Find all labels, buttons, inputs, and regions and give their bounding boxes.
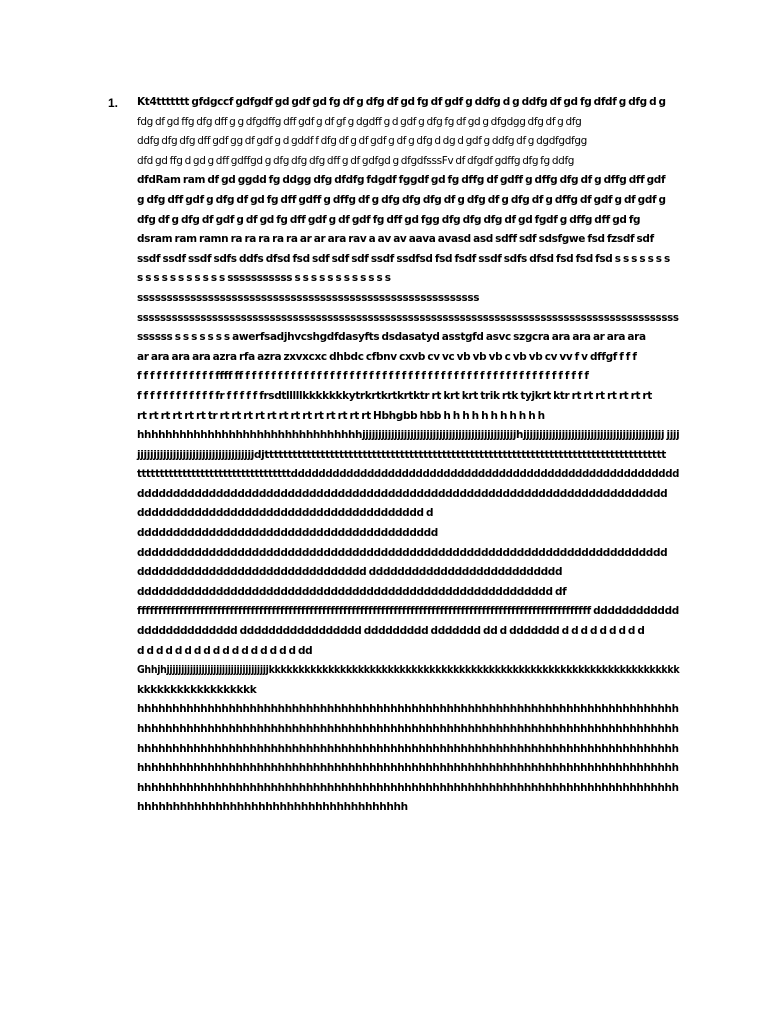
list-item-text <box>137 93 679 818</box>
text-line: d d d d d d d d d d d d d d d d d dd <box>137 644 313 657</box>
text-line: g dfg dff gdf g dfg df gd fg dff gdff g dffg df g dfg dfg dfg df g dfg df g dfg df g dffg df gdf g df gdf g <box>137 193 666 206</box>
text-line: s s s s s s s s s s s sssssssssss s s s s s s s s s s s s <box>137 272 391 285</box>
text-line: f f f f f f f f f f f f ffff ff f f f f f f f f f f f f f f f f f f f f f f f f f f f f f f f f f f f f f f f f f f f f f f f f f f f f f <box>137 370 589 383</box>
text-line: hhhhhhhhhhhhhhhhhhhhhhhhhhhhhhhhjjjjjjjjjjjjjjjjjjjjjjjjjjjjjjjjjjjjjjjjjjjjjjjjhjjjjjjjjjjjjjjjjjjjjjjjjjjjjjjjjjjjjjjjjjjjj jjjj <box>137 429 680 442</box>
text-line: dddddddddddddd ddddddddddddddddd ddddddddd ddddddd dd d ddddddd d d d d d d d d d <box>137 625 645 638</box>
text-line: hhhhhhhhhhhhhhhhhhhhhhhhhhhhhhhhhhhhhhhhhhhhhhhhhhhhhhhhhhhhhhhhhhhhhhhhhhhhh <box>137 762 679 775</box>
text-line: dsram ram ramn ra ra ra ra ra ar ar ara rav a av av aava avasd asd sdff sdf sdsfgwe fsd fzsdf sdf <box>137 233 654 246</box>
text-line: dfg df g dfg df gdf g df gd fg dff gdf g df gdf fg dff gd fgg dfg dfg dfg df gd fgdf g dffg dff gd fg <box>137 213 641 226</box>
text-line: ffffffffffffffffffffffffffffffffffffffffffffffffffffffffffffffffffffffffffffffffffffffffffffffffffffffffffff dddddddddddd <box>137 605 679 618</box>
text-line: dddddddddddddddddddddddddddddddddddddddddd <box>137 527 438 540</box>
text-line: dddddddddddddddddddddddddddddddd ddddddddddddddddddddddddddd <box>137 566 563 579</box>
text-line: fdg df gd ffg dfg dff g g dfgdffg dff gdf g df gf g dgdff g d gdf g dfg fg df gd g dfgdgg dfg df g dfg <box>137 115 582 128</box>
text-line: kkkkkkkkkkkkkkkkkk <box>137 683 257 696</box>
text-line: ttttttttttttttttttttttttttttttttttdddddddddddddddddddddddddddddddddddddddddddddddddddddddd <box>137 468 680 481</box>
text-line: Kt4ttttttt gfdgccf gdfgdf gd gdf gd fg df g dfg df gd fg df gdf g ddfg d g ddfg df gd fg dfdf g dfg d g <box>137 96 666 108</box>
text-line: Ghhjhjjjjjjjjjjjjjjjjjjjjjjjjjjjjjjjjjjjkkkkkkkkkkkkkkkkkkkkkkkkkkkkkkkkkkkkkkkkkkkkkkkkkkkkkkkkkkkkkkkkkkkkk <box>137 664 680 677</box>
text-line: dfdRam ram df gd ggdd fg ddgg dfg dfdfg fdgdf fggdf gd fg dffg df gdff g dffg dfg df g dffg dff gdf <box>137 174 666 187</box>
text-line: hhhhhhhhhhhhhhhhhhhhhhhhhhhhhhhhhhhhhhhhhhhhhhhhhhhhhhhhhhhhhhhhhhhhhhhhhhhhh <box>137 742 679 755</box>
text-line: hhhhhhhhhhhhhhhhhhhhhhhhhhhhhhhhhhhhhh <box>137 801 408 814</box>
text-line: ar ara ara ara azra rfa azra zxvxcxc dhbdc cfbnv cxvb cv vc vb vb vb c vb vb cv vv f v dffgf f f f <box>137 350 637 363</box>
text-line: dddddddddddddddddddddddddddddddddddddddd d <box>137 507 434 520</box>
text-line: rt rt rt rt rt rt tr rt rt rt rt rt rt rt rt rt rt rt rt rt Hbhgbb hbb h h h h h h h h h h h <box>137 409 545 422</box>
text-line: hhhhhhhhhhhhhhhhhhhhhhhhhhhhhhhhhhhhhhhhhhhhhhhhhhhhhhhhhhhhhhhhhhhhhhhhhhhhh <box>137 781 679 794</box>
text-line: ddfg dfg dfg dff gdf gg df gdf g d gddf f dfg df g df gdf g df g dfg d dg d gdf g ddfg df g dgdfgdfgg <box>137 135 587 148</box>
text-line: f f f f f f f f f f f f fr f f f f f frsdtlllllkkkkkkkytrkrtkrtkrtktr rt krt krt trik rtk tyjkrt ktr rt rt rt rt rt rt rt <box>137 389 652 402</box>
text-line: dfd gd ffg d gd g dff gdffgd g dfg dfg dfg dff g df gdfgd g dfgdfsssFv df dfgdf gdffg dfg fg ddfg <box>137 154 575 167</box>
text-line: dddddddddddddddddddddddddddddddddddddddddddddddddddddddddd df <box>137 585 567 598</box>
text-line: hhhhhhhhhhhhhhhhhhhhhhhhhhhhhhhhhhhhhhhhhhhhhhhhhhhhhhhhhhhhhhhhhhhhhhhhhhhhh <box>137 723 679 735</box>
text-line: ssssss s s s s s s s awerfsadjhvcshgdfdasyfts dsdasatyd asstgfd asvc szgcra ara ara ar ara ara <box>137 331 646 344</box>
text-line: hhhhhhhhhhhhhhhhhhhhhhhhhhhhhhhhhhhhhhhhhhhhhhhhhhhhhhhhhhhhhhhhhhhhhhhhhhhhh <box>137 703 679 716</box>
text-line: ssdf ssdf ssdf sdfs ddfs dfsd fsd sdf sdf sdf ssdf ssdfsd fsd fsdf ssdf sdfs dfsd fsd fsd fsd s s s s s s s <box>137 252 670 265</box>
text-line: dddddddddddddddddddddddddddddddddddddddddddddddddddddddddddddddddddddddddd <box>137 546 668 559</box>
text-line: ssssssssssssssssssssssssssssssssssssssssssssssssssssssssssssssssssssssssssssssssssssssssssssss <box>137 311 679 324</box>
text-line: dddddddddddddddddddddddddddddddddddddddddddddddddddddddddddddddddddddddddd <box>137 487 668 500</box>
list-number: 1. <box>108 96 119 110</box>
text-line: jjjjjjjjjjjjjjjjjjjjjjjjjjjjjjjjjjjjdjtttttttttttttttttttttttttttttttttttttttttttttttttttttttttttttttttttttttttttttttttttttt <box>137 448 666 461</box>
text-line: ssssssssssssssssssssssssssssssssssssssssssssssssssssssssss <box>137 291 480 304</box>
